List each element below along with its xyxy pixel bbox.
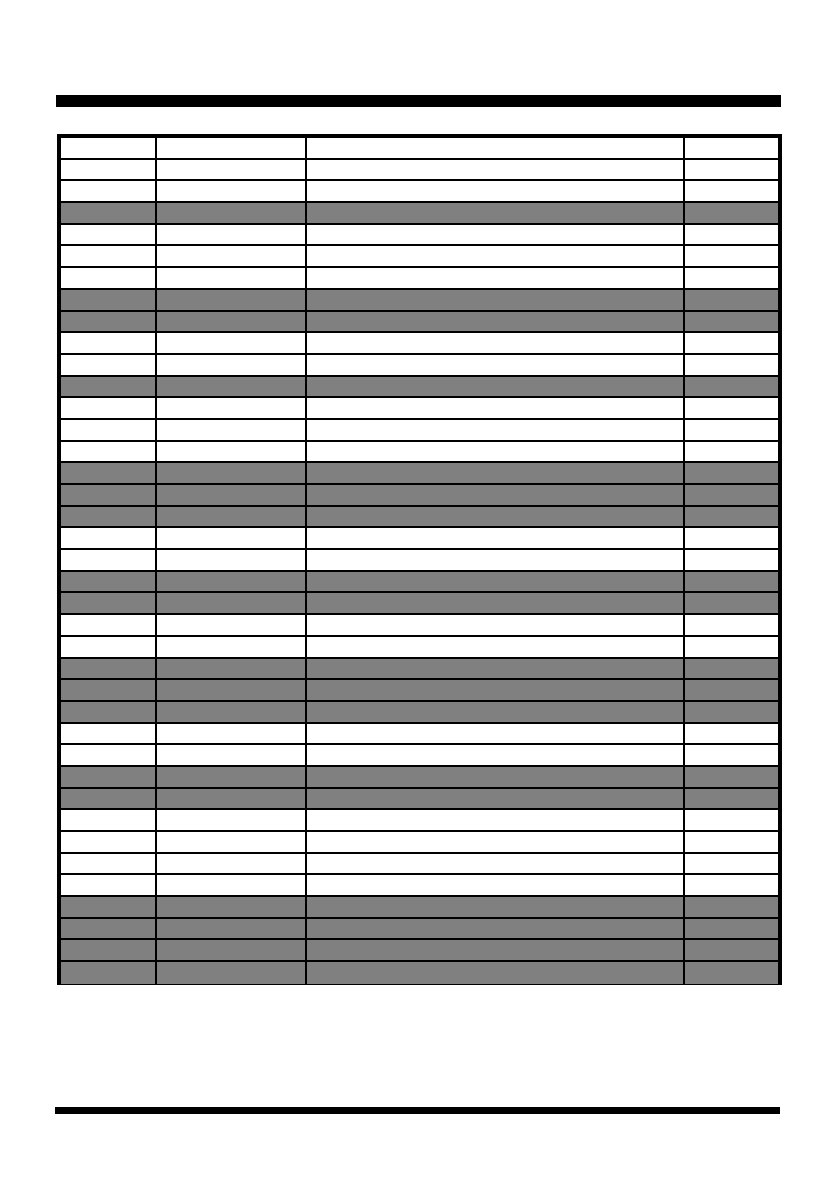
table-row bbox=[61, 138, 778, 160]
table-cell bbox=[307, 919, 685, 939]
table-row bbox=[61, 181, 778, 203]
table-row bbox=[61, 528, 778, 550]
table-row bbox=[61, 420, 778, 442]
table-cell bbox=[685, 398, 778, 418]
table-cell bbox=[61, 702, 157, 722]
table-cell bbox=[685, 507, 778, 527]
table-cell bbox=[307, 290, 685, 310]
table-cell bbox=[307, 442, 685, 462]
table-cell bbox=[685, 420, 778, 440]
table-cell bbox=[685, 854, 778, 874]
table-cell bbox=[157, 442, 307, 462]
table-cell bbox=[61, 940, 157, 960]
table-row bbox=[61, 550, 778, 572]
table-cell bbox=[61, 659, 157, 679]
table-row bbox=[61, 832, 778, 854]
table-cell bbox=[157, 138, 307, 158]
table-cell bbox=[61, 463, 157, 483]
table-cell bbox=[157, 333, 307, 353]
table-cell bbox=[307, 268, 685, 288]
table-cell bbox=[157, 463, 307, 483]
table-cell bbox=[61, 485, 157, 505]
table-cell bbox=[157, 203, 307, 223]
table-cell bbox=[307, 507, 685, 527]
table-cell bbox=[685, 724, 778, 744]
table-row bbox=[61, 333, 778, 355]
table-cell bbox=[685, 312, 778, 332]
table-row bbox=[61, 485, 778, 507]
table-row bbox=[61, 160, 778, 182]
table-cell bbox=[61, 377, 157, 397]
table-cell bbox=[307, 832, 685, 852]
table-cell bbox=[685, 593, 778, 613]
table-cell bbox=[307, 745, 685, 765]
table-cell bbox=[685, 485, 778, 505]
table-cell bbox=[61, 962, 157, 984]
table-cell bbox=[307, 485, 685, 505]
table-cell bbox=[157, 680, 307, 700]
table-cell bbox=[685, 832, 778, 852]
table-cell bbox=[61, 160, 157, 180]
table-cell bbox=[61, 724, 157, 744]
table-cell bbox=[685, 333, 778, 353]
table-cell bbox=[61, 767, 157, 787]
table-cell bbox=[61, 875, 157, 895]
table-row bbox=[61, 246, 778, 268]
table-cell bbox=[685, 528, 778, 548]
table-row bbox=[61, 225, 778, 247]
table-row bbox=[61, 268, 778, 290]
table-cell bbox=[685, 897, 778, 917]
table-cell bbox=[61, 897, 157, 917]
table-cell bbox=[61, 290, 157, 310]
table-cell bbox=[307, 854, 685, 874]
table-cell bbox=[157, 485, 307, 505]
table-cell bbox=[61, 398, 157, 418]
table-cell bbox=[307, 550, 685, 570]
table-cell bbox=[157, 724, 307, 744]
table-cell bbox=[307, 767, 685, 787]
table-row bbox=[61, 377, 778, 399]
table-row bbox=[61, 724, 778, 746]
table-cell bbox=[307, 333, 685, 353]
table-row bbox=[61, 507, 778, 529]
table-cell bbox=[685, 572, 778, 592]
table-cell bbox=[685, 789, 778, 809]
table-cell bbox=[685, 442, 778, 462]
table-cell bbox=[157, 181, 307, 201]
table-row bbox=[61, 897, 778, 919]
table-cell bbox=[61, 745, 157, 765]
table-cell bbox=[61, 680, 157, 700]
table-cell bbox=[61, 420, 157, 440]
table-grid bbox=[61, 138, 778, 984]
table-cell bbox=[685, 203, 778, 223]
table-cell bbox=[61, 312, 157, 332]
table-cell bbox=[685, 290, 778, 310]
table-cell bbox=[307, 724, 685, 744]
table-cell bbox=[685, 225, 778, 245]
table-cell bbox=[307, 160, 685, 180]
table-cell bbox=[157, 550, 307, 570]
table-row bbox=[61, 398, 778, 420]
table-cell bbox=[61, 181, 157, 201]
table-cell bbox=[157, 160, 307, 180]
data-table bbox=[57, 134, 782, 985]
table-row bbox=[61, 702, 778, 724]
table-cell bbox=[157, 919, 307, 939]
table-cell bbox=[307, 225, 685, 245]
table-row bbox=[61, 680, 778, 702]
table-cell bbox=[157, 593, 307, 613]
table-cell bbox=[685, 940, 778, 960]
table-cell bbox=[157, 875, 307, 895]
table-cell bbox=[157, 398, 307, 418]
table-cell bbox=[307, 181, 685, 201]
table-cell bbox=[61, 854, 157, 874]
table-cell bbox=[61, 442, 157, 462]
table-cell bbox=[61, 832, 157, 852]
table-cell bbox=[157, 767, 307, 787]
table-row bbox=[61, 442, 778, 464]
table-cell bbox=[307, 789, 685, 809]
table-cell bbox=[307, 398, 685, 418]
table-cell bbox=[685, 875, 778, 895]
table-row bbox=[61, 312, 778, 334]
table-row bbox=[61, 745, 778, 767]
table-cell bbox=[157, 940, 307, 960]
table-cell bbox=[61, 225, 157, 245]
table-cell bbox=[61, 615, 157, 635]
table-cell bbox=[61, 550, 157, 570]
table-cell bbox=[685, 463, 778, 483]
table-cell bbox=[307, 962, 685, 984]
table-cell bbox=[61, 810, 157, 830]
table-cell bbox=[307, 377, 685, 397]
table-cell bbox=[61, 138, 157, 158]
table-cell bbox=[307, 659, 685, 679]
top-rule bbox=[56, 95, 781, 107]
table-cell bbox=[157, 377, 307, 397]
table-cell bbox=[157, 832, 307, 852]
table-cell bbox=[685, 962, 778, 984]
table-cell bbox=[61, 572, 157, 592]
table-cell bbox=[61, 333, 157, 353]
table-cell bbox=[157, 528, 307, 548]
table-row bbox=[61, 290, 778, 312]
table-cell bbox=[685, 160, 778, 180]
table-cell bbox=[685, 810, 778, 830]
table-cell bbox=[307, 463, 685, 483]
table-cell bbox=[307, 420, 685, 440]
table-cell bbox=[157, 225, 307, 245]
table-cell bbox=[685, 702, 778, 722]
table-cell bbox=[157, 897, 307, 917]
table-row bbox=[61, 810, 778, 832]
table-cell bbox=[685, 355, 778, 375]
table-row bbox=[61, 940, 778, 962]
table-cell bbox=[157, 312, 307, 332]
table-cell bbox=[685, 659, 778, 679]
table-cell bbox=[307, 615, 685, 635]
table-cell bbox=[685, 767, 778, 787]
table-cell bbox=[307, 572, 685, 592]
table-row bbox=[61, 593, 778, 615]
table-cell bbox=[685, 377, 778, 397]
table-cell bbox=[157, 355, 307, 375]
table-cell bbox=[157, 659, 307, 679]
table-cell bbox=[157, 637, 307, 657]
table-cell bbox=[157, 290, 307, 310]
table-cell bbox=[685, 246, 778, 266]
table-row bbox=[61, 463, 778, 485]
table-row bbox=[61, 659, 778, 681]
table-cell bbox=[307, 680, 685, 700]
table-cell bbox=[685, 919, 778, 939]
table-cell bbox=[307, 203, 685, 223]
table-cell bbox=[685, 637, 778, 657]
table-cell bbox=[157, 268, 307, 288]
table-cell bbox=[157, 789, 307, 809]
table-row bbox=[61, 572, 778, 594]
table-cell bbox=[157, 420, 307, 440]
table-row bbox=[61, 615, 778, 637]
table-row bbox=[61, 875, 778, 897]
table-cell bbox=[307, 312, 685, 332]
table-cell bbox=[157, 615, 307, 635]
table-cell bbox=[307, 940, 685, 960]
bottom-rule bbox=[55, 1107, 780, 1114]
table-cell bbox=[61, 637, 157, 657]
table-cell bbox=[307, 355, 685, 375]
table-cell bbox=[685, 550, 778, 570]
table-cell bbox=[157, 854, 307, 874]
table-cell bbox=[685, 680, 778, 700]
table-cell bbox=[685, 745, 778, 765]
table-cell bbox=[61, 203, 157, 223]
table-cell bbox=[307, 702, 685, 722]
table-cell bbox=[157, 246, 307, 266]
table-cell bbox=[157, 745, 307, 765]
table-cell bbox=[685, 181, 778, 201]
table-row bbox=[61, 854, 778, 876]
table-cell bbox=[61, 246, 157, 266]
table-row bbox=[61, 962, 778, 984]
table-cell bbox=[685, 615, 778, 635]
table-cell bbox=[307, 246, 685, 266]
table-cell bbox=[685, 138, 778, 158]
table-cell bbox=[307, 875, 685, 895]
table-row bbox=[61, 637, 778, 659]
table-row bbox=[61, 767, 778, 789]
table-row bbox=[61, 789, 778, 811]
table-cell bbox=[157, 962, 307, 984]
table-row bbox=[61, 355, 778, 377]
table-cell bbox=[685, 268, 778, 288]
table-cell bbox=[307, 810, 685, 830]
table-cell bbox=[307, 897, 685, 917]
table-cell bbox=[157, 507, 307, 527]
table-cell bbox=[61, 789, 157, 809]
table-cell bbox=[61, 593, 157, 613]
table-cell bbox=[61, 528, 157, 548]
table-cell bbox=[157, 572, 307, 592]
table-cell bbox=[157, 810, 307, 830]
table-cell bbox=[307, 637, 685, 657]
table-cell bbox=[157, 702, 307, 722]
table-cell bbox=[307, 528, 685, 548]
table-cell bbox=[61, 355, 157, 375]
table-row bbox=[61, 919, 778, 941]
table-cell bbox=[307, 593, 685, 613]
table-cell bbox=[61, 919, 157, 939]
table-cell bbox=[61, 268, 157, 288]
table-cell bbox=[61, 507, 157, 527]
table-row bbox=[61, 203, 778, 225]
table-cell bbox=[307, 138, 685, 158]
